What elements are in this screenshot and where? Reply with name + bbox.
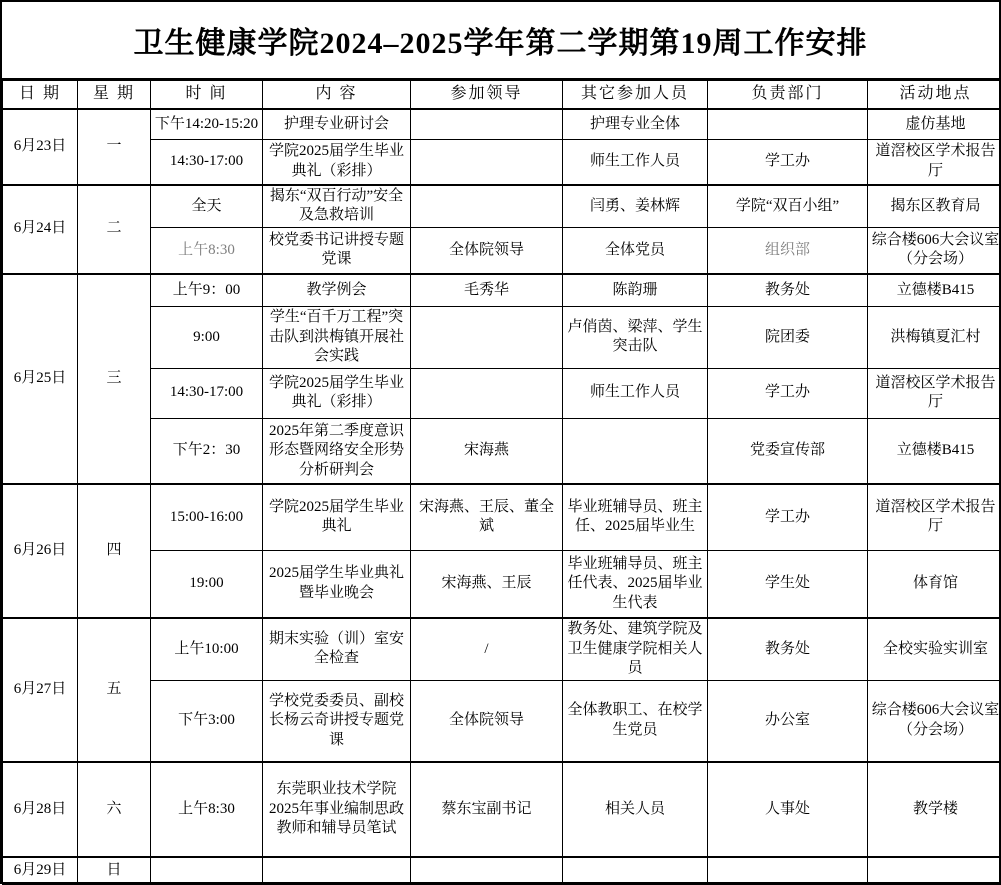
cell-date: 6月27日 — [3, 618, 78, 762]
cell-location: 虚仿基地 — [868, 109, 1001, 140]
cell-location: 立德楼B415 — [868, 274, 1001, 307]
cell-content: 学校党委委员、副校长杨云奇讲授专题党课 — [263, 680, 411, 762]
event-row — [3, 484, 1001, 550]
cell-participants: 全体党员 — [563, 228, 708, 274]
cell-weekday: 一 — [78, 109, 151, 185]
cell-location: 道滘校区学术报告厅 — [868, 368, 1001, 418]
cell-participants: 闫勇、姜林辉 — [563, 185, 708, 228]
cell-participants: 教务处、建筑学院及卫生健康学院相关人员 — [563, 618, 708, 680]
cell-content: 学生“百千万工程”突击队到洪梅镇开展社会实践 — [263, 307, 411, 369]
cell-content: 2025届学生毕业典礼暨毕业晚会 — [263, 550, 411, 618]
event-row — [3, 680, 1001, 762]
cell-participants: 全体教职工、在校学生党员 — [563, 680, 708, 762]
cell-participants: 师生工作人员 — [563, 368, 708, 418]
col-header-weekday: 星 期 — [78, 81, 151, 109]
col-header-time: 时 间 — [151, 81, 263, 109]
event-row — [3, 185, 1001, 228]
cell-time: 9:00 — [151, 307, 263, 369]
cell-department: 院团委 — [708, 307, 868, 369]
cell-weekday: 四 — [78, 484, 151, 618]
cell-leaders: 宋海燕、王辰 — [411, 550, 563, 618]
cell-leaders: 宋海燕 — [411, 418, 563, 484]
cell-participants — [563, 857, 708, 884]
cell-department: 教务处 — [708, 618, 868, 680]
cell-participants — [563, 418, 708, 484]
col-header-department: 负责部门 — [708, 81, 868, 109]
cell-participants: 陈韵珊 — [563, 274, 708, 307]
event-row — [3, 418, 1001, 484]
cell-location: 综合楼606大会议室（分会场） — [868, 228, 1001, 274]
cell-content: 护理专业研讨会 — [263, 109, 411, 140]
cell-content: 学院2025届学生毕业典礼（彩排） — [263, 368, 411, 418]
event-row — [3, 762, 1001, 857]
cell-content: 东莞职业技术学院2025年事业编制思政教师和辅导员笔试 — [263, 762, 411, 857]
cell-weekday: 五 — [78, 618, 151, 762]
cell-time: 19:00 — [151, 550, 263, 618]
cell-time: 下午14:20-15:20 — [151, 109, 263, 140]
cell-department: 组织部 — [708, 228, 868, 274]
cell-participants: 护理专业全体 — [563, 109, 708, 140]
event-row — [3, 618, 1001, 680]
cell-time: 上午9：00 — [151, 274, 263, 307]
cell-content: 校党委书记讲授专题党课 — [263, 228, 411, 274]
cell-department: 学工办 — [708, 484, 868, 550]
event-row — [3, 307, 1001, 369]
cell-leaders: 毛秀华 — [411, 274, 563, 307]
event-row — [3, 140, 1001, 185]
cell-weekday: 日 — [78, 857, 151, 884]
cell-content: 学院2025届学生毕业典礼 — [263, 484, 411, 550]
event-row — [3, 228, 1001, 274]
cell-location: 揭东区教育局 — [868, 185, 1001, 228]
cell-weekday: 二 — [78, 185, 151, 274]
cell-department: 学生处 — [708, 550, 868, 618]
cell-department: 教务处 — [708, 274, 868, 307]
cell-location: 道滘校区学术报告厅 — [868, 140, 1001, 185]
event-row — [3, 550, 1001, 618]
cell-leaders — [411, 307, 563, 369]
cell-department: 学工办 — [708, 140, 868, 185]
cell-content: 学院2025届学生毕业典礼（彩排） — [263, 140, 411, 185]
cell-department: 办公室 — [708, 680, 868, 762]
cell-date: 6月28日 — [3, 762, 78, 857]
cell-leaders — [411, 368, 563, 418]
event-row — [3, 857, 1001, 884]
cell-time: 14:30-17:00 — [151, 140, 263, 185]
cell-weekday: 三 — [78, 274, 151, 485]
cell-time: 下午2：30 — [151, 418, 263, 484]
cell-time: 14:30-17:00 — [151, 368, 263, 418]
col-header-location: 活动地点 — [868, 81, 1001, 109]
cell-department: 人事处 — [708, 762, 868, 857]
cell-date: 6月23日 — [3, 109, 78, 185]
cell-location: 立德楼B415 — [868, 418, 1001, 484]
cell-location: 道滘校区学术报告厅 — [868, 484, 1001, 550]
cell-leaders — [411, 185, 563, 228]
cell-date: 6月24日 — [3, 185, 78, 274]
event-row — [3, 368, 1001, 418]
cell-leaders: / — [411, 618, 563, 680]
cell-leaders: 全体院领导 — [411, 680, 563, 762]
cell-location: 全校实验实训室 — [868, 618, 1001, 680]
cell-date: 6月26日 — [3, 484, 78, 618]
cell-content: 教学例会 — [263, 274, 411, 307]
cell-leaders: 全体院领导 — [411, 228, 563, 274]
col-header-content: 内 容 — [263, 81, 411, 109]
cell-leaders — [411, 109, 563, 140]
col-header-leaders: 参加领导 — [411, 81, 563, 109]
cell-participants: 师生工作人员 — [563, 140, 708, 185]
cell-location: 教学楼 — [868, 762, 1001, 857]
cell-leaders — [411, 140, 563, 185]
cell-time: 上午8:30 — [151, 228, 263, 274]
cell-department — [708, 109, 868, 140]
cell-participants: 卢俏茵、梁萍、学生突击队 — [563, 307, 708, 369]
cell-content — [263, 857, 411, 884]
cell-department: 党委宣传部 — [708, 418, 868, 484]
cell-location — [868, 857, 1001, 884]
cell-participants: 毕业班辅导员、班主任、2025届毕业生 — [563, 484, 708, 550]
schedule-table — [2, 80, 1001, 885]
cell-time: 15:00-16:00 — [151, 484, 263, 550]
cell-department: 学院“双百小组” — [708, 185, 868, 228]
cell-date: 6月29日 — [3, 857, 78, 884]
cell-weekday: 六 — [78, 762, 151, 857]
cell-department: 学工办 — [708, 368, 868, 418]
cell-date: 6月25日 — [3, 274, 78, 485]
cell-leaders: 宋海燕、王辰、董全斌 — [411, 484, 563, 550]
event-row — [3, 109, 1001, 140]
cell-time: 下午3:00 — [151, 680, 263, 762]
cell-content: 期末实验（训）室安全检查 — [263, 618, 411, 680]
cell-department — [708, 857, 868, 884]
cell-location: 综合楼606大会议室（分会场） — [868, 680, 1001, 762]
cell-location: 洪梅镇夏汇村 — [868, 307, 1001, 369]
col-header-date: 日 期 — [3, 81, 78, 109]
cell-time: 全天 — [151, 185, 263, 228]
cell-leaders: 蔡东宝副书记 — [411, 762, 563, 857]
cell-time: 上午8:30 — [151, 762, 263, 857]
cell-time: 上午10:00 — [151, 618, 263, 680]
col-header-participants: 其它参加人员 — [563, 81, 708, 109]
cell-participants: 相关人员 — [563, 762, 708, 857]
cell-content: 2025年第二季度意识形态暨网络安全形势分析研判会 — [263, 418, 411, 484]
page-title: 卫生健康学院2024–2025学年第二学期第19周工作安排 — [2, 2, 999, 80]
cell-time — [151, 857, 263, 884]
cell-participants: 毕业班辅导员、班主任代表、2025届毕业生代表 — [563, 550, 708, 618]
event-row — [3, 274, 1001, 307]
cell-leaders — [411, 857, 563, 884]
cell-location: 体育馆 — [868, 550, 1001, 618]
header-row — [3, 81, 1001, 109]
cell-content: 揭东“双百行动”安全及急救培训 — [263, 185, 411, 228]
